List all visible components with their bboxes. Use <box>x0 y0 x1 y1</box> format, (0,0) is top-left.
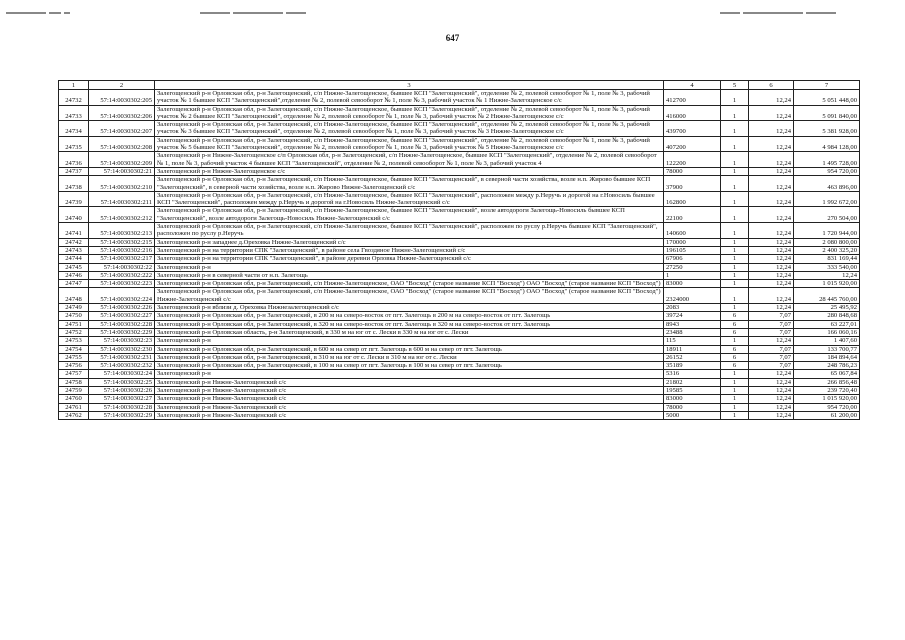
cadastral-value: 1 992 672,00 <box>794 191 860 207</box>
category-code: 6 <box>721 320 749 328</box>
category-code: 1 <box>721 121 749 137</box>
cadastral-value: 1 720 944,00 <box>794 223 860 239</box>
parcel-area: 162800 <box>664 191 721 207</box>
parcel-description: Залегощенский р-н Орловская обл, р-н Залегощенский, с/п Нижне-Залегощенское, бывшее КСП "Залегощенский", расположен по руслу р.Неручь бывшее КСП "Залегощенский", расположен по руслу р.Неручь <box>155 223 664 239</box>
cadastral-number: 57:14:0030302:232 <box>89 362 155 370</box>
table-row <box>59 152 860 168</box>
unit-value: 12,24 <box>749 191 794 207</box>
cadastral-value: 2 400 325,20 <box>794 246 860 254</box>
cadastral-value: 270 504,00 <box>794 207 860 223</box>
parcel-area: 196105 <box>664 246 721 254</box>
parcel-area: 140600 <box>664 223 721 239</box>
unit-value: 7,07 <box>749 312 794 320</box>
category-code: 1 <box>721 246 749 254</box>
cadastral-number: 57:14:0030302:26 <box>89 386 155 394</box>
parcel-description: Залегощенский р-н <box>155 263 664 271</box>
parcel-description: Залегощенский р-н вблизи д. Ореховка Нижнезалегощенский с/с <box>155 304 664 312</box>
cadastral-value: 12,24 <box>794 271 860 279</box>
parcel-area: 407200 <box>664 136 721 152</box>
row-number: 24754 <box>59 345 89 353</box>
parcel-area: 1 <box>664 271 721 279</box>
parcel-area: 18911 <box>664 345 721 353</box>
row-number: 24737 <box>59 167 89 175</box>
parcel-description: Залегощенский р-н Орловская обл, р-н Залегощенский, с/п Нижне-Залегощенское, ОАО "Восход" (старое название КСП "Восход") ОАО "Восход" (старое название КСП "Восход") Нижне-Залегощенский с/с <box>155 288 664 304</box>
parcel-description: Залегощенский р-н Орловская обл, р-н Залегощенский, в 310 м на юг от с. Лески в 310 м на юг от с. Лески <box>155 353 664 361</box>
column-header: 6 <box>749 81 794 90</box>
row-number: 24761 <box>59 403 89 411</box>
table-row <box>59 105 860 121</box>
unit-value: 12,24 <box>749 411 794 419</box>
cadastral-number: 57:14:0030302:228 <box>89 320 155 328</box>
cadastral-number: 57:14:0030302:231 <box>89 353 155 361</box>
unit-value: 12,24 <box>749 136 794 152</box>
category-code: 1 <box>721 304 749 312</box>
parcel-description: Залегощенский р-н Орловская обл, р-н Залегощенский, с/п Нижне-Залегощенское, бывшее КСП "Залегощенский", отделение № 2, полевой севооборот № 1, поле № 3, рабочий участок № 3 бывшее КСП "Залегощенский", отделение № 2, полевой севооборот № 1, поле № 3, рабочий участок № 3 Нижне-Залегощенское с/с <box>155 121 664 137</box>
unit-value: 12,24 <box>749 246 794 254</box>
cadastral-number: 57:14:0030302:24 <box>89 370 155 378</box>
cadastral-number: 57:14:0030302:208 <box>89 136 155 152</box>
table-row <box>59 176 860 192</box>
cadastral-number: 57:14:0030302:207 <box>89 121 155 137</box>
column-header: 2 <box>89 81 155 90</box>
row-number: 24746 <box>59 271 89 279</box>
unit-value: 12,24 <box>749 238 794 246</box>
row-number: 24733 <box>59 105 89 121</box>
parcel-description: Залегощенский р-н на территории СПК "Залегощенский", в районе села Гвоздяное Нижне-Залегощенский с/с <box>155 246 664 254</box>
parcel-description: Залегощенский р-н Орловская обл, р-н Залегощенский, с/п Нижне-Залегощенское, бывшее КСП "Залегощенский", отделение № 2, полевой севооборот № 1, поле № 3, рабочий участок № 5 бывшее КСП "Залегощенский", отделение № 2, полевой севооборот № 1, поле № 3, рабочий участок № 5 Нижне-Залегощенское с/с <box>155 136 664 152</box>
cadastral-value: 333 540,00 <box>794 263 860 271</box>
unit-value: 12,24 <box>749 90 794 106</box>
row-number: 24750 <box>59 312 89 320</box>
table-row <box>59 403 860 411</box>
parcel-description: Залегощенский р-н Орловская обл, р-н Залегощенский, с/п Нижне-Залегощенское, ОАО "Восход" (старое название КСП "Восход") ОАО "Восход" (старое название КСП "Восход") <box>155 280 664 288</box>
parcel-area: 170000 <box>664 238 721 246</box>
unit-value: 12,24 <box>749 121 794 137</box>
row-number: 24736 <box>59 152 89 168</box>
row-number: 24752 <box>59 328 89 336</box>
cadastral-value: 831 169,44 <box>794 255 860 263</box>
parcel-area: 5000 <box>664 411 721 419</box>
cadastral-number: 57:14:0030302:25 <box>89 378 155 386</box>
row-number: 24747 <box>59 280 89 288</box>
category-code: 1 <box>721 255 749 263</box>
category-code: 1 <box>721 378 749 386</box>
parcel-area: 2083 <box>664 304 721 312</box>
cadastral-number: 57:14:0030302:226 <box>89 304 155 312</box>
cadastral-number: 57:14:0030302:213 <box>89 223 155 239</box>
table-row <box>59 370 860 378</box>
cadastral-value: 5 051 448,00 <box>794 90 860 106</box>
parcel-description: Залегощенский р-н Орловская обл, р-н Залегощенский, в 200 м на северо-восток от пгт. Залегощь в 200 м на северо-восток от пгт. Залегощь <box>155 312 664 320</box>
parcel-area: 21802 <box>664 378 721 386</box>
scan-artifact-left <box>6 6 70 20</box>
table-row <box>59 167 860 175</box>
table-row <box>59 328 860 336</box>
parcel-description: Залегощенский р-н Орловская обл, р-н Залегощенский, в 600 м на север от пгт. Залегощь в 600 м на север от пгт. Залегощь <box>155 345 664 353</box>
parcel-description: Залегощенский р-н Орловская обл, р-н Залегощенский, с/п Нижне-Залегощенское, бывшее КСП "Залегощенский", расположен между р.Неручь и дорогой на г.Новосиль бывшее КСП "Залегощенский", расположен между р.Неручь и дорогой на г.Новосиль Нижне-Залегощенский с/с <box>155 191 664 207</box>
cadastral-value: 63 227,01 <box>794 320 860 328</box>
parcel-description: Залегощенский р-н в северной части от н.п. Залегощь <box>155 271 664 279</box>
parcel-description: Залегощенский р-н Нижне-Залегощенское с/с <box>155 167 664 175</box>
row-number: 24732 <box>59 90 89 106</box>
category-code: 1 <box>721 191 749 207</box>
cadastral-value: 28 445 760,00 <box>794 288 860 304</box>
unit-value: 12,24 <box>749 152 794 168</box>
row-number: 24745 <box>59 263 89 271</box>
cadastral-number: 57:14:0030302:230 <box>89 345 155 353</box>
cadastral-value: 25 495,92 <box>794 304 860 312</box>
parcel-description: Залегощенский р-н Орловская область, р-н Залегощенский, в 330 м на юг от с. Лески в 330 м на юг от с. Лески <box>155 328 664 336</box>
unit-value: 7,07 <box>749 353 794 361</box>
unit-value: 12,24 <box>749 167 794 175</box>
parcel-description: Залегощенский р-н Орловская обл, р-н Залегощенский, с/п Нижне-Залегощенское, бывшее КСП "Залегощенский", отделение № 2, полевой севооборот № 1, поле № 3, рабочий участок № 2 бывшее КСП "Залегощенский", отделение № 2, полевой севооборот № 1, поле № 3, рабочий участок № 2 Нижне-Залегощенское с/с <box>155 105 664 121</box>
unit-value: 12,24 <box>749 280 794 288</box>
row-number: 24738 <box>59 176 89 192</box>
category-code: 1 <box>721 337 749 345</box>
table-row <box>59 191 860 207</box>
unit-value: 12,24 <box>749 207 794 223</box>
parcel-area: 8943 <box>664 320 721 328</box>
column-header: 5 <box>721 81 749 90</box>
cadastral-number: 57:14:0030302:211 <box>89 191 155 207</box>
category-code: 6 <box>721 353 749 361</box>
category-code: 1 <box>721 167 749 175</box>
table-row <box>59 353 860 361</box>
cadastral-value: 266 856,48 <box>794 378 860 386</box>
parcel-description: Залегощенский р-н <box>155 370 664 378</box>
cadastral-value: 1 407,60 <box>794 337 860 345</box>
cadastral-value: 5 381 928,00 <box>794 121 860 137</box>
cadastral-value: 133 700,77 <box>794 345 860 353</box>
cadastral-number: 57:14:0030302:205 <box>89 90 155 106</box>
table-row <box>59 238 860 246</box>
parcel-area: 19585 <box>664 386 721 394</box>
category-code: 1 <box>721 280 749 288</box>
cadastral-value: 184 894,64 <box>794 353 860 361</box>
row-number: 24742 <box>59 238 89 246</box>
category-code: 1 <box>721 238 749 246</box>
parcel-description: Залегощенский р-н Нижне-Залегощенское с/п Орловская обл, р-н Залегощенский, с/п Нижне-Залегощенское, бывшее КСП "Залегощенский", отделение № 2, полевой севооборот № 1, поле № 3, рабочий участок 4 бывшее КСП "Залегощенский", отделение № 2, полевой севооборот № 1, поле № 3, рабочий участок 4 <box>155 152 664 168</box>
table-row <box>59 411 860 419</box>
table-row <box>59 246 860 254</box>
cadastral-value: 65 067,84 <box>794 370 860 378</box>
row-number: 24743 <box>59 246 89 254</box>
category-code: 1 <box>721 152 749 168</box>
cadastral-value: 5 091 840,00 <box>794 105 860 121</box>
table-row <box>59 345 860 353</box>
table-row <box>59 288 860 304</box>
table-row <box>59 136 860 152</box>
row-number: 24744 <box>59 255 89 263</box>
parcel-area: 412700 <box>664 90 721 106</box>
parcel-area: 67906 <box>664 255 721 263</box>
cadastral-number: 57:14:0030302:224 <box>89 288 155 304</box>
category-code: 1 <box>721 411 749 419</box>
cadastral-value: 239 720,40 <box>794 386 860 394</box>
table-row <box>59 121 860 137</box>
table-row <box>59 362 860 370</box>
unit-value: 12,24 <box>749 395 794 403</box>
cadastral-number: 57:14:0030302:209 <box>89 152 155 168</box>
parcel-description: Залегощенский р-н Орловская обл, р-н Залегощенский, с/п Нижне-Залегощенское, бывшее КСП "Залегощенский", в северной части хозяйства, возле н.п. Жирово бывшее КСП "Залегощенский", в северной части хозяйства, возле н.п. Жирово Нижне-Залегощенский с/с <box>155 176 664 192</box>
row-number: 24758 <box>59 378 89 386</box>
cadastral-number: 57:14:0030302:28 <box>89 403 155 411</box>
parcel-area: 27250 <box>664 263 721 271</box>
unit-value: 12,24 <box>749 223 794 239</box>
cadastral-number: 57:14:0030302:212 <box>89 207 155 223</box>
row-number: 24759 <box>59 386 89 394</box>
cadastral-value: 1 015 920,00 <box>794 280 860 288</box>
cadastral-value: 280 848,68 <box>794 312 860 320</box>
cadastral-number: 57:14:0030302:217 <box>89 255 155 263</box>
parcel-description: Залегощенский р-н Орловская обл, р-н Залегощенский, в 100 м на север от пгт. Залегощь в 100 м на север от пгт. Залегощь <box>155 362 664 370</box>
unit-value: 12,24 <box>749 288 794 304</box>
unit-value: 12,24 <box>749 403 794 411</box>
cadastral-number: 57:14:0030302:216 <box>89 246 155 254</box>
table-row <box>59 255 860 263</box>
unit-value: 12,24 <box>749 105 794 121</box>
parcel-description: Залегощенский р-н Нижне-Залегощенский с/с <box>155 403 664 411</box>
table-row <box>59 337 860 345</box>
cadastral-value: 166 060,16 <box>794 328 860 336</box>
parcel-description: Залегощенский р-н Нижне-Залегощенский с/с <box>155 378 664 386</box>
row-number: 24760 <box>59 395 89 403</box>
cadastral-number: 57:14:0030302:215 <box>89 238 155 246</box>
unit-value: 12,24 <box>749 304 794 312</box>
table-header-row <box>59 81 860 90</box>
parcel-area: 5316 <box>664 370 721 378</box>
scan-artifact-right <box>720 6 836 20</box>
category-code: 1 <box>721 288 749 304</box>
parcel-description: Залегощенский р-н Орловская обл, р-н Залегощенский, с/п Нижне-Залегощенское, бывшее КСП "Залегощенский", отделение № 2, полевой севооборот № 1, поле № 3, рабочий участок № 1 бывшее КСП "Залегощенский",отделение № 2, полевой севооборот № 1, поле № 3, рабочий участок № 1 Нижне-Залегощенское с/с <box>155 90 664 106</box>
row-number: 24762 <box>59 411 89 419</box>
parcel-area: 35189 <box>664 362 721 370</box>
unit-value: 12,24 <box>749 370 794 378</box>
unit-value: 12,24 <box>749 337 794 345</box>
cadastral-number: 57:14:0030302:210 <box>89 176 155 192</box>
column-header: 1 <box>59 81 89 90</box>
category-code: 1 <box>721 395 749 403</box>
page-number: 647 <box>445 33 460 43</box>
cadastral-number: 57:14:0030302:223 <box>89 280 155 288</box>
parcel-area: 439700 <box>664 121 721 137</box>
category-code: 1 <box>721 207 749 223</box>
row-number: 24757 <box>59 370 89 378</box>
cadastral-value: 4 984 128,00 <box>794 136 860 152</box>
row-number: 24748 <box>59 288 89 304</box>
unit-value: 7,07 <box>749 328 794 336</box>
category-code: 1 <box>721 136 749 152</box>
row-number: 24753 <box>59 337 89 345</box>
cadastral-value: 954 720,00 <box>794 167 860 175</box>
cadastral-number: 57:14:0030302:229 <box>89 328 155 336</box>
cadastral-value: 1 015 920,00 <box>794 395 860 403</box>
parcel-description: Залегощенский р-н западнее д.Ореховка Нижне-Залегощенский с/с <box>155 238 664 246</box>
row-number: 24751 <box>59 320 89 328</box>
unit-value: 7,07 <box>749 345 794 353</box>
parcel-area: 83000 <box>664 395 721 403</box>
parcel-area: 39724 <box>664 312 721 320</box>
parcel-description: Залегощенский р-н Орловская обл, р-н Залегощенский, в 320 м на северо-восток от пгт. Залегощь в 320 м на северо-восток от пгт. Залегощь <box>155 320 664 328</box>
parcel-area: 78000 <box>664 167 721 175</box>
cadastral-number: 57:14:0030302:23 <box>89 337 155 345</box>
unit-value: 7,07 <box>749 362 794 370</box>
parcel-area: 78000 <box>664 403 721 411</box>
parcel-description: Залегощенский р-н Нижне-Залегощенский с/с <box>155 411 664 419</box>
parcel-description: Залегощенский р-н Нижне-Залегощенский с/с <box>155 386 664 394</box>
parcel-area: 37900 <box>664 176 721 192</box>
row-number: 24741 <box>59 223 89 239</box>
parcel-description: Залегощенский р-н <box>155 337 664 345</box>
row-number: 24749 <box>59 304 89 312</box>
table-row <box>59 386 860 394</box>
parcel-area: 26152 <box>664 353 721 361</box>
parcel-area: 122200 <box>664 152 721 168</box>
column-header: 3 <box>155 81 664 90</box>
cadastral-value: 1 495 728,00 <box>794 152 860 168</box>
row-number: 24735 <box>59 136 89 152</box>
table-row <box>59 223 860 239</box>
category-code: 1 <box>721 176 749 192</box>
row-number: 24734 <box>59 121 89 137</box>
parcel-area: 22100 <box>664 207 721 223</box>
row-number: 24755 <box>59 353 89 361</box>
cadastral-value: 61 200,00 <box>794 411 860 419</box>
table-row <box>59 271 860 279</box>
parcel-area: 23488 <box>664 328 721 336</box>
cadastral-number: 57:14:0030302:206 <box>89 105 155 121</box>
category-code: 1 <box>721 90 749 106</box>
table-row <box>59 263 860 271</box>
unit-value: 12,24 <box>749 176 794 192</box>
cadastral-value: 248 786,23 <box>794 362 860 370</box>
category-code: 1 <box>721 386 749 394</box>
unit-value: 12,24 <box>749 378 794 386</box>
cadastral-number: 57:14:0030302:21 <box>89 167 155 175</box>
parcel-area: 83000 <box>664 280 721 288</box>
table-row <box>59 378 860 386</box>
category-code: 1 <box>721 105 749 121</box>
category-code: 1 <box>721 263 749 271</box>
table-row <box>59 312 860 320</box>
cadastral-number: 57:14:0030302:27 <box>89 395 155 403</box>
category-code: 6 <box>721 312 749 320</box>
table-row <box>59 280 860 288</box>
unit-value: 12,24 <box>749 263 794 271</box>
cadastral-number: 57:14:0030302:227 <box>89 312 155 320</box>
category-code: 1 <box>721 403 749 411</box>
cadastral-number: 57:14:0030302:22 <box>89 263 155 271</box>
cadastral-number: 57:14:0030302:29 <box>89 411 155 419</box>
table-row <box>59 207 860 223</box>
row-number: 24740 <box>59 207 89 223</box>
table-row <box>59 395 860 403</box>
table-row <box>59 90 860 106</box>
category-code: 6 <box>721 328 749 336</box>
category-code: 6 <box>721 362 749 370</box>
column-header: 7 <box>794 81 860 90</box>
unit-value: 7,07 <box>749 320 794 328</box>
category-code: 1 <box>721 271 749 279</box>
parcel-description: Залегощенский р-н на территории СПК "Залегощенский", в районе деревни Орловка Нижне-Залегощенский с/с <box>155 255 664 263</box>
scan-artifact-center <box>200 6 306 20</box>
parcel-description: Залегощенский р-н Орловская обл, р-н Залегощенский, с/п Нижне-Залегощенское, бывшее КСП "Залегощенский", возле автодороги Залегощь-Новосиль бывшее КСП "Залегощенский", возле автодороги Залегощь-Новосиль Нижне-Залегощенский с/с <box>155 207 664 223</box>
cadastral-value: 954 720,00 <box>794 403 860 411</box>
cadastral-value: 2 080 800,00 <box>794 238 860 246</box>
table-row <box>59 320 860 328</box>
cadastral-number: 57:14:0030302:222 <box>89 271 155 279</box>
table-row <box>59 304 860 312</box>
parcel-area: 2324000 <box>664 288 721 304</box>
cadastral-value: 463 896,00 <box>794 176 860 192</box>
unit-value: 12,24 <box>749 386 794 394</box>
parcel-area: 115 <box>664 337 721 345</box>
category-code: 6 <box>721 345 749 353</box>
parcel-area: 416000 <box>664 105 721 121</box>
parcel-description: Залегощенский р-н Нижне-Залегощенский с/с <box>155 395 664 403</box>
category-code: 1 <box>721 370 749 378</box>
unit-value: 12,24 <box>749 271 794 279</box>
row-number: 24756 <box>59 362 89 370</box>
column-header: 4 <box>664 81 721 90</box>
category-code: 1 <box>721 223 749 239</box>
row-number: 24739 <box>59 191 89 207</box>
land-parcel-table <box>58 80 860 420</box>
unit-value: 12,24 <box>749 255 794 263</box>
